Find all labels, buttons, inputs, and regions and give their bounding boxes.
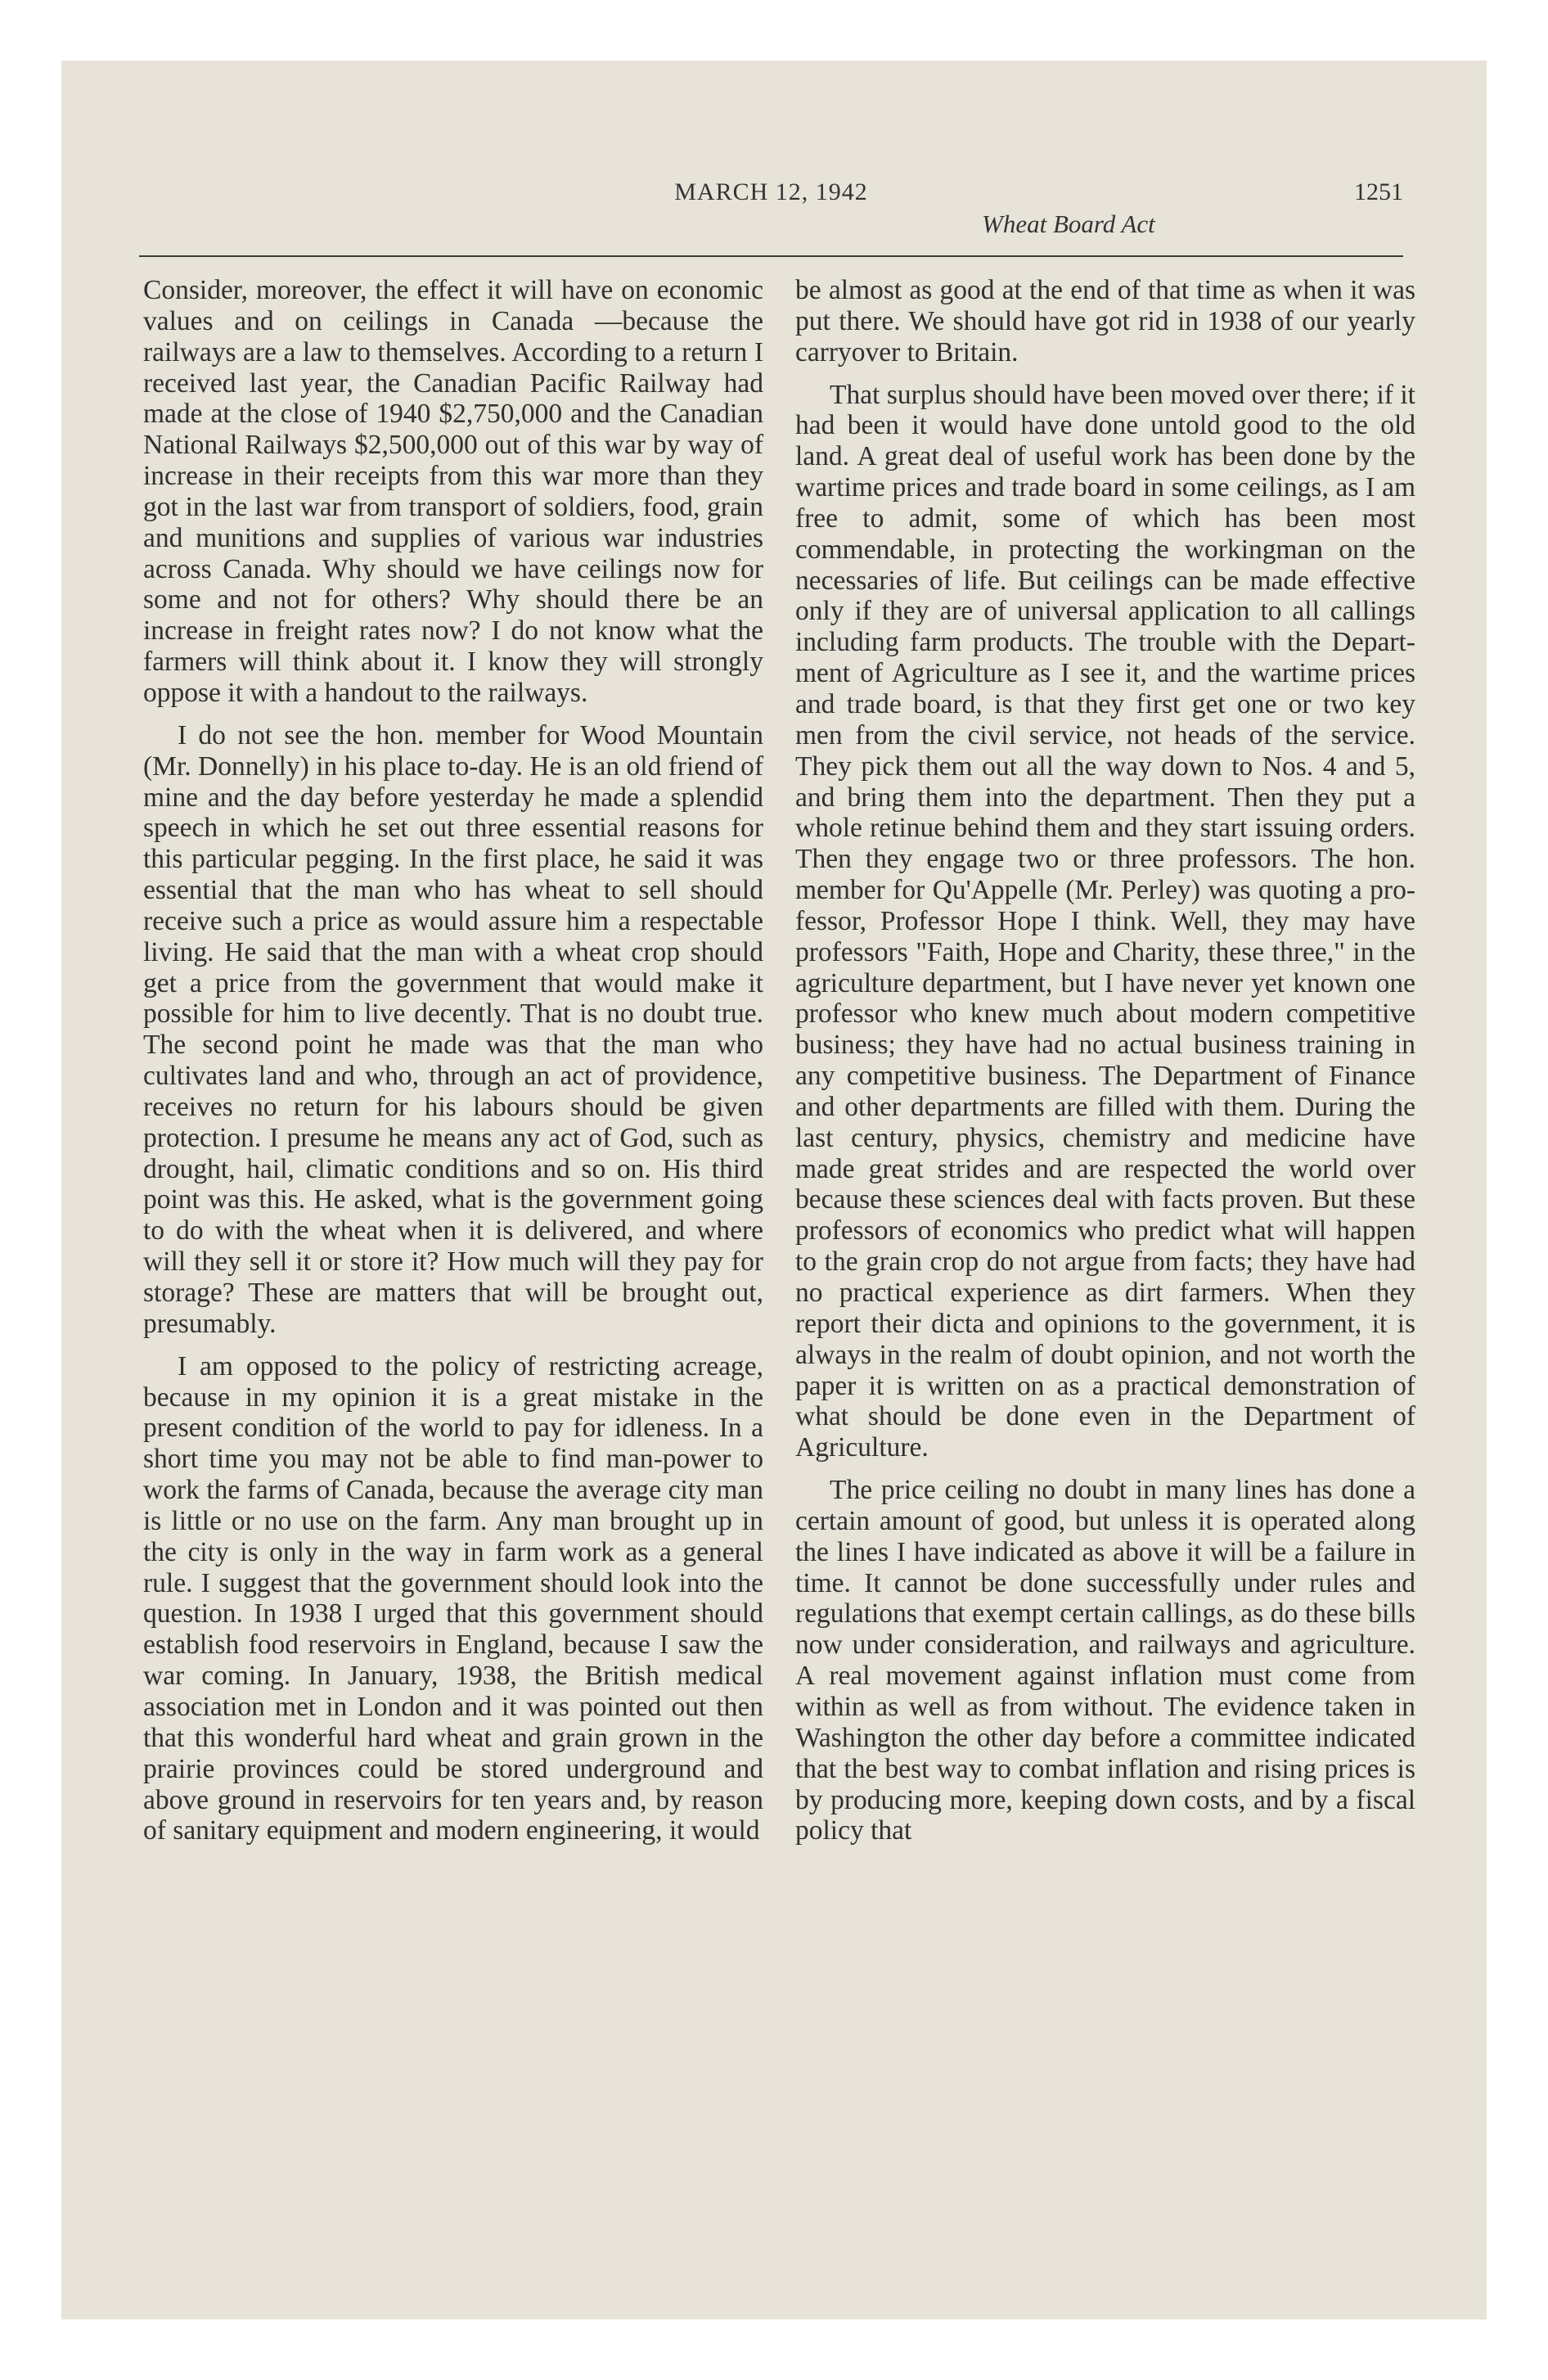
page-header (139, 178, 1403, 252)
page-date: MARCH 12, 1942 (674, 178, 868, 205)
paragraph: That surplus should have been moved over there; if it had been it would have done untold good to the old land. A great deal of useful work has been done by the wartime prices and trade board in some ceilings, as I am free to admit, some of which has been most commendable, in protecting the workingman on the necessaries of life. But ceilings can be made effective only if they are of universal application to all callings including farm products. The trouble with the Department of Agriculture as I see it, and the wartime prices and trade board, is that they first get one or two key men from the civil service, not heads of the service. They pick them out all the way down to Nos. 4 and 5, and bring them into the department. Then they put a whole retinue behind them and they start issuing orders. Then they engage two or three professors. The hon. member for Qu'Appelle (Mr. Perley) was quoting a professor, Professor Hope I think. Well, they may have professors "Faith, Hope and Charity, these three," in the agriculture department, but I have never yet known one professor who knew much about modern competitive business; they have had no actual business training in any competitive business. The Department of Finance and other departments are filled with them. During the last century, physics, chemistry and medicine have made great strides and are respected the world over because these sciences deal with facts proven. But these professors of economics who predict what will happen to the grain crop do not argue from facts; they have had no practical experience as dirt farmers. When they report their dicta and opinions to the government, it is always in the realm of doubt opinion, and not worth the paper it is written on as a practical demonstration of what should be done even in the Department of Agriculture. (795, 379, 1415, 1463)
paragraph: be almost as good at the end of that time as when it was put there. We should have got rid in 1938 of our yearly carryover to Britain. (795, 275, 1415, 367)
left-column (143, 275, 763, 1858)
paragraph: The price ceiling no doubt in many lines has done a certain amount of good, but unless it is operated along the lines I have indicated as above it will be a failure in time. It cannot be done successfully under rules and regulations that exempt certain callings, as do these bills now under consideration, and railways and agriculture. A real movement against inflation must come from within as well as from without. The evidence taken in Washington the other day before a committee indicated that the best way to combat inflation and rising prices is by producing more, keeping down costs, and by a fiscal policy that (795, 1475, 1415, 1846)
running-title: Wheat Board Act (982, 210, 1155, 238)
paragraph: Consider, moreover, the effect it will have on economic values and on ceilings in Canada —because the railways are a law to themselves. According to a return I received last year, the Canadian Pacific Railway had made at the close of 1940 $2,750,000 and the Canadian National Railways $2,500,000 out of this war by way of increase in their receipts from this war more than they got in the last war from transport of soldiers, food, grain and munitions and supplies of various war industries across Canada. Why should we have ceilings now for some and not for others? Why should there be an increase in freight rates now? I do not know what the farmers will think about it. I know they will strongly oppose it with a handout to the railways. (143, 275, 763, 708)
page-number: 1251 (1354, 178, 1403, 205)
right-column (795, 275, 1415, 1858)
paragraph: I do not see the hon. member for Wood Mountain (Mr. Donnelly) in his place to-day. He is an old friend of mine and the day before yesterday he made a splendid speech in which he set out three essential reasons for this particular pegging. In the first place, he said it was essential that the man who has wheat to sell should receive such a price as would assure him a respectable living. He said that the man with a wheat crop should get a price from the government that would make it possible for him to live decently. That is no doubt true. The second point he made was that the man who cultivates land and who, through an act of providence, receives no return for his labours should be given protection. I presume he means any act of God, such as drought, hail, climatic conditions and so on. His third point was this. He asked, what is the government going to do with the wheat when it is delivered, and where will they sell it or store it? How much will they pay for storage? These are matters that will be brought out, presumably. (143, 719, 763, 1339)
header-rule (139, 255, 1403, 257)
paragraph: I am opposed to the policy of restricting acreage, because in my opinion it is a great mistake in the present condition of the world to pay for idleness. In a short time you may not be able to find man-power to work the farms of Canada, because the average city man is little or no use on the farm. Any man brought up in the city is only in the way in farm work as a general rule. I suggest that the government should look into the question. In 1938 I urged that this government should establish food reservoirs in England, because I saw the war coming. In January, 1938, the British medical association met in London and it was pointed out then that this wonderful hard wheat and grain grown in the prairie provinces could be stored underground and above ground in reservoirs for ten years and, by reason of sanitary equipment and modern engineering, it would (143, 1350, 763, 1846)
